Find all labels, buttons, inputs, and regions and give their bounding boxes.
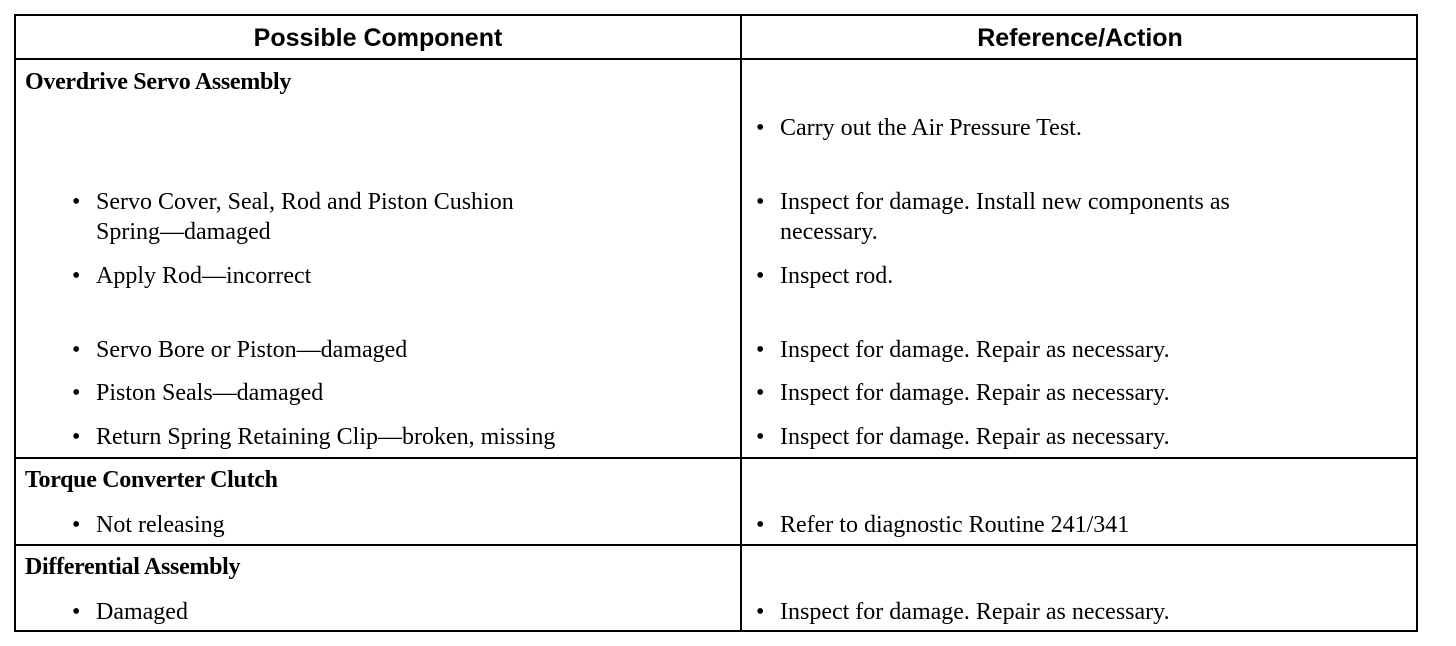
component-servo-bore <box>72 335 408 365</box>
component-text-line: Apply Rod—incorrect <box>96 263 312 289</box>
bullet-icon: • <box>72 424 81 450</box>
bullet-icon: • <box>72 599 81 625</box>
component-text-line: Servo Bore or Piston—damaged <box>96 337 408 363</box>
action-text-line: Inspect for damage. Repair as necessary. <box>780 424 1170 450</box>
component-text-line: Piston Seals—damaged <box>96 380 324 406</box>
action-text-line: Inspect for damage. Repair as necessary. <box>780 380 1170 406</box>
action-text-line: Inspect for damage. Install new components as <box>780 189 1230 215</box>
bullet-icon: • <box>756 337 765 363</box>
component-text-line: Spring—damaged <box>96 219 271 245</box>
component-not-releasing <box>72 510 225 540</box>
bullet-icon: • <box>756 263 765 289</box>
action-differential-repair <box>756 597 1170 627</box>
action-text-line: Refer to diagnostic Routine 241/341 <box>780 512 1130 538</box>
action-text-line: Inspect for damage. Repair as necessary. <box>780 337 1170 363</box>
bullet-icon: • <box>72 263 81 289</box>
bullet-icon: • <box>756 512 765 538</box>
column-divider <box>740 16 742 630</box>
action-return-spring-clip <box>756 422 1170 452</box>
action-piston-seals <box>756 378 1170 408</box>
component-apply-rod <box>72 261 312 291</box>
bullet-icon: • <box>756 599 765 625</box>
header-divider <box>16 58 1416 60</box>
component-text-line: Servo Cover, Seal, Rod and Piston Cushion <box>96 189 514 215</box>
group-title-overdrive-servo: Overdrive Servo Assembly <box>25 69 292 95</box>
action-text-line: Inspect rod. <box>780 263 894 289</box>
diagnosis-table <box>14 14 1418 632</box>
component-return-spring-clip <box>72 422 556 452</box>
bullet-icon: • <box>756 424 765 450</box>
action-servo-bore <box>756 335 1170 365</box>
component-piston-seals <box>72 378 324 408</box>
action-refer-routine <box>756 510 1130 540</box>
bullet-icon: • <box>72 337 81 363</box>
header-possible-component: Possible Component <box>253 23 503 52</box>
action-air-pressure-test <box>756 113 1082 143</box>
header-reference-action: Reference/Action <box>977 23 1183 52</box>
component-damaged <box>72 597 188 627</box>
bullet-icon: • <box>72 512 81 538</box>
component-text-line: Damaged <box>96 599 188 625</box>
component-text-line: Not releasing <box>96 512 225 538</box>
group-divider <box>16 544 1416 546</box>
group-title-differential-assembly: Differential Assembly <box>25 554 241 580</box>
bullet-icon: • <box>756 115 765 141</box>
action-text: Carry out the Air Pressure Test. <box>780 115 1082 141</box>
bullet-icon: • <box>72 189 81 215</box>
component-text-line: Return Spring Retaining Clip—broken, missing <box>96 424 556 450</box>
action-text-line: Inspect for damage. Repair as necessary. <box>780 599 1170 625</box>
bullet-icon: • <box>756 189 765 215</box>
group-divider <box>16 457 1416 459</box>
action-text-line: necessary. <box>780 219 878 245</box>
action-apply-rod <box>756 261 894 291</box>
component-servo-cover <box>72 187 514 247</box>
action-servo-cover <box>756 187 1230 247</box>
bullet-icon: • <box>72 380 81 406</box>
bullet-icon: • <box>756 380 765 406</box>
group-title-torque-converter-clutch: Torque Converter Clutch <box>25 467 278 493</box>
